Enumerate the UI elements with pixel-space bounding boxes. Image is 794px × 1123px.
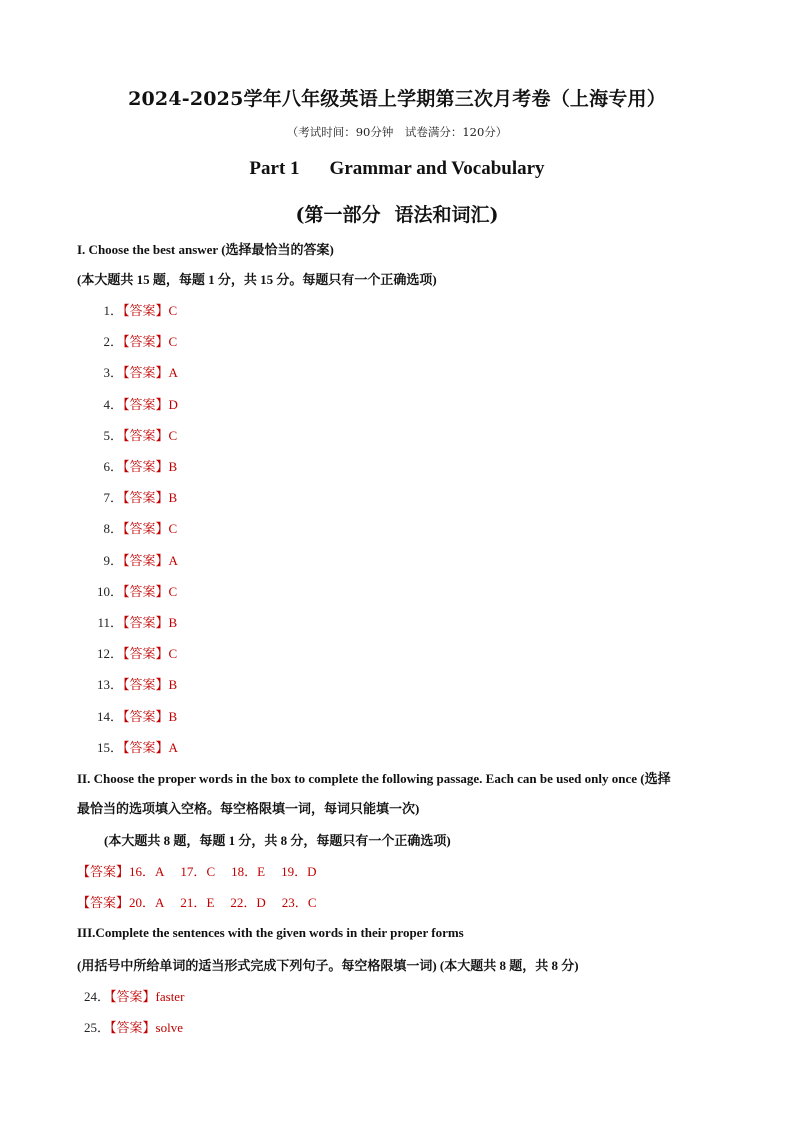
answer-value: D (168, 396, 178, 412)
answer-pair: 18．E (231, 864, 266, 879)
answer-tag: 【答案】 (123, 490, 169, 506)
answer-value: A (155, 895, 165, 910)
question-number: 15 (97, 739, 110, 755)
part-number-cn: (第一部分 (295, 204, 381, 226)
question-number: 11 (97, 615, 110, 630)
answer-item: 13．【答案】B (90, 674, 177, 694)
answer-value: B (168, 708, 178, 724)
answer-pair: 17．C (180, 864, 216, 879)
answer-tag: 【答案】 (123, 739, 169, 755)
answer-item: 25．【答案】solve (77, 1017, 183, 1037)
section2-answer-row (77, 892, 332, 911)
answer-tag: 【答案】 (123, 334, 169, 350)
answer-value: solve (155, 1020, 183, 1036)
answer-value: E (206, 895, 215, 910)
answer-value: C (168, 583, 178, 599)
answer-tag: 【答案】 (123, 583, 169, 599)
answer-item: 6．【答案】B (90, 456, 177, 476)
section2-instruction: (本大题共 8 题，每题 1 分，共 8 分，每题只有一个正确选项) (104, 833, 451, 848)
question-number: 2 (103, 334, 110, 350)
answer-pair: 20．A (129, 895, 165, 910)
question-number: 7 (103, 490, 110, 506)
question-number: 10 (97, 583, 110, 599)
page-title: 2024-2025学年八年级英语上学期第三次月考卷（上海专用） (128, 88, 666, 110)
answer-value: D (256, 895, 266, 910)
answer-tag: 【答案】 (123, 365, 169, 381)
question-number: 1 (103, 303, 110, 318)
question-number: 22 (230, 895, 244, 910)
answer-pair: 16．A (129, 864, 165, 879)
question-number: 24 (84, 989, 97, 1004)
answer-value: B (168, 459, 178, 474)
answer-value: B (168, 677, 178, 693)
answer-tag: 【答案】 (123, 459, 169, 474)
answer-item: 24．【答案】faster (77, 986, 184, 1006)
answer-value: C (168, 427, 178, 443)
answer-pair: 21．E (180, 895, 215, 910)
answer-tag: 【答案】 (123, 708, 169, 724)
answer-item: 15．【答案】A (90, 737, 178, 757)
answer-value: C (168, 303, 178, 318)
answer-item: 8．【答案】C (90, 518, 177, 538)
answer-tag: 【答案】 (123, 396, 169, 412)
part-name-cn: 语法和词汇) (394, 204, 499, 226)
question-number: 21 (180, 895, 194, 910)
question-number: 18 (231, 864, 245, 879)
answer-tag: 【答案】 (123, 615, 169, 630)
answer-item: 1．【答案】C (90, 300, 177, 320)
answer-value: A (168, 552, 178, 568)
answer-tag: 【答案】 (77, 864, 130, 879)
part-name: Grammar and Vocabulary (329, 158, 545, 179)
answer-item: 12．【答案】C (90, 643, 177, 663)
section3-instruction: (用括号中所给单词的适当形式完成下列句子。每空格限填一词) (本大题共 8 题，共 8 分) (77, 958, 579, 973)
question-number: 3 (103, 365, 110, 381)
answer-item: 10．【答案】C (90, 581, 177, 601)
exam-info: （考试时间：90分钟 试卷满分：120分） (286, 125, 508, 139)
answer-item: 2．【答案】C (90, 331, 177, 351)
question-number: 17 (180, 864, 194, 879)
answer-item: 4．【答案】D (90, 394, 178, 414)
answer-value: faster (155, 989, 185, 1004)
answer-pair: 23．C (281, 895, 317, 910)
section1-heading: I. Choose the best answer (选择最恰当的答案) (77, 242, 334, 257)
answer-tag: 【答案】 (123, 677, 169, 693)
part-heading-cn (0, 200, 794, 227)
answer-value: C (206, 864, 216, 879)
section3-heading: III.Complete the sentences with the given words in their proper forms (77, 925, 464, 940)
answer-item: 5．【答案】C (90, 425, 177, 445)
answer-value: C (168, 334, 178, 350)
answer-tag: 【答案】 (123, 521, 169, 537)
question-number: 12 (97, 646, 110, 662)
section2-heading-line1: II. Choose the proper words in the box to complete the following passage. Each can be used only once (选择 (77, 771, 671, 786)
question-number: 25 (84, 1020, 97, 1036)
answer-item: 11．【答案】B (90, 612, 177, 632)
answer-pair: 22．D (230, 895, 266, 910)
answer-tag: 【答案】 (110, 989, 156, 1004)
answer-item: 7．【答案】B (90, 487, 177, 507)
question-number: 8 (103, 521, 110, 537)
question-number: 5 (103, 427, 110, 443)
question-number: 16 (129, 864, 143, 879)
section1-instruction: (本大题共 15 题，每题 1 分，共 15 分。每题只有一个正确选项) (77, 272, 437, 287)
answer-value: D (307, 864, 317, 879)
answer-value: E (257, 864, 266, 879)
answer-item: 14．【答案】B (90, 706, 177, 726)
question-number: 19 (281, 864, 295, 879)
answer-tag: 【答案】 (77, 895, 130, 910)
answer-tag: 【答案】 (123, 552, 169, 568)
answer-tag: 【答案】 (123, 303, 169, 318)
question-number: 13 (97, 677, 110, 693)
answer-value: B (168, 490, 178, 506)
section2-heading-line2: 最恰当的选项填入空格。每空格限填一词，每词只能填一次) (77, 801, 420, 816)
answer-value: B (168, 615, 178, 630)
answer-value: C (307, 895, 317, 910)
answer-tag: 【答案】 (123, 646, 169, 662)
question-number: 4 (103, 396, 110, 412)
question-number: 9 (103, 552, 110, 568)
answer-value: C (168, 521, 178, 537)
answer-pair: 19．D (281, 864, 317, 879)
answer-value: A (168, 739, 178, 755)
answer-value: A (168, 365, 178, 381)
section2-answer-row (77, 861, 332, 880)
question-number: 20 (129, 895, 143, 910)
question-number: 14 (97, 708, 110, 724)
answer-value: C (168, 646, 178, 662)
question-number: 6 (103, 459, 110, 474)
part-heading-en (0, 158, 794, 180)
answer-item: 3．【答案】A (90, 362, 178, 382)
answer-value: A (155, 864, 165, 879)
answer-tag: 【答案】 (110, 1020, 156, 1036)
answer-item: 9．【答案】A (90, 550, 178, 570)
question-number: 23 (281, 895, 295, 910)
answer-tag: 【答案】 (123, 427, 169, 443)
part-number: Part 1 (249, 158, 300, 179)
